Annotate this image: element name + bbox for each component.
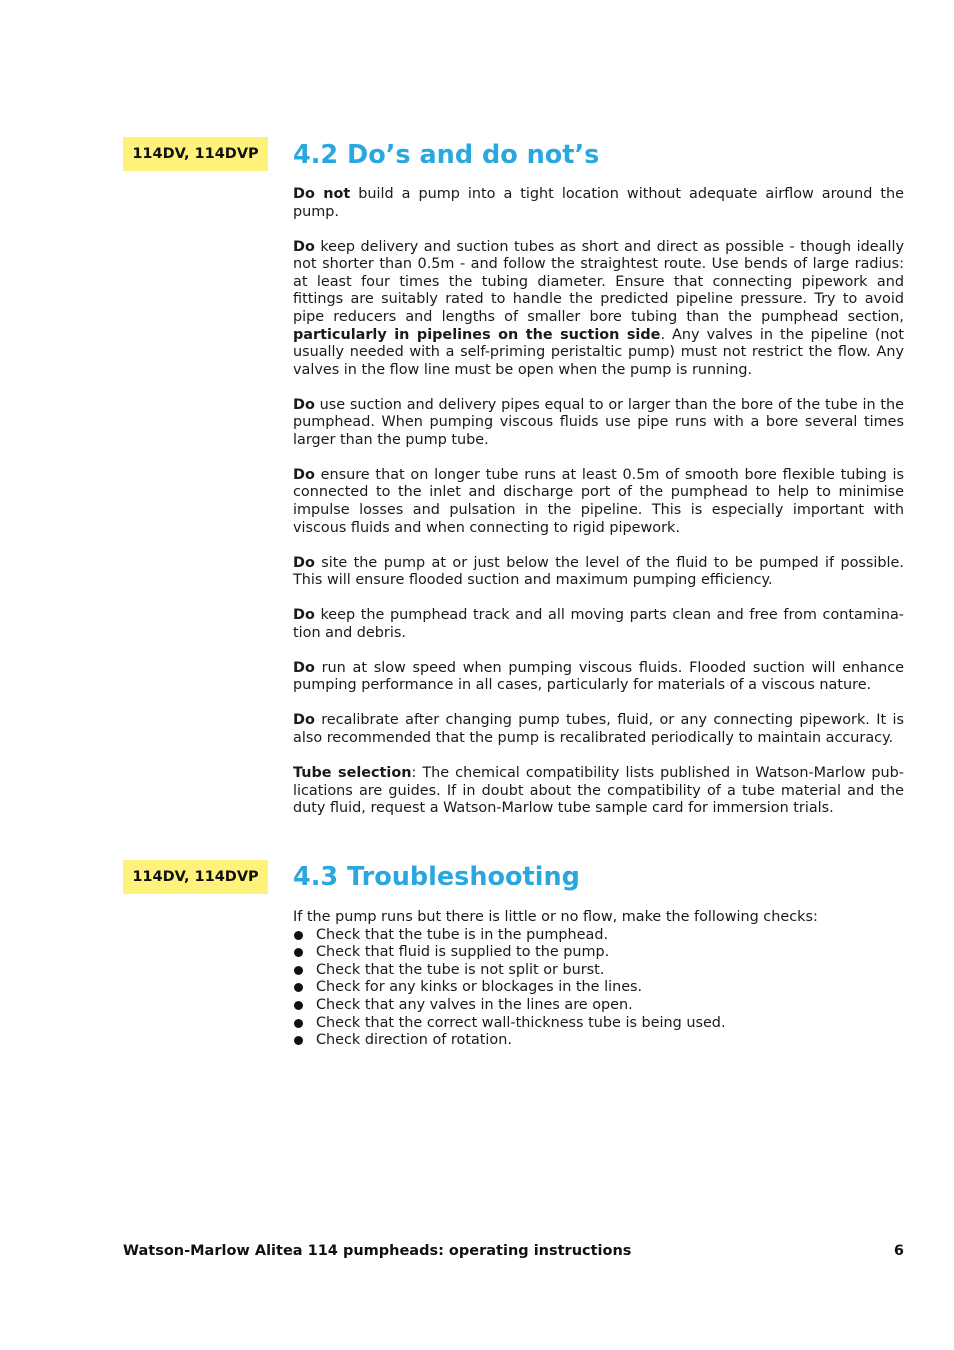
list-item: Check that any valves in the lines are open. [293,997,904,1015]
page-footer [123,1243,904,1259]
paragraph-lead: Do [293,466,315,483]
paragraph [293,765,904,818]
list-item: Check direction of rotation. [293,1032,904,1050]
list-item: Check that the correct wall-thickness tube is being used. [293,1015,904,1033]
footer-title: Watson-Marlow Alitea 114 pumpheads: operating instructions [123,1243,632,1259]
paragraph-text: run at slow speed when pumping viscous fluids. Flooded suction will enhance pumping performance in all cases, particularly for materials of a viscous nature. [293,659,904,694]
paragraph-lead: Do not [293,186,351,202]
paragraph [293,397,904,450]
paragraph-lead: Do [293,396,315,413]
paragraph-emphasis: particularly in pipelines on the suction side [293,326,661,343]
paragraph-lead: Do [293,607,315,624]
model-tag: 114DV, 114DVP [123,137,268,171]
paragraph [293,186,904,221]
dos-and-donts-body [293,186,904,818]
paragraph [293,239,904,380]
paragraph [293,712,904,747]
paragraph-lead: Tube selection [293,764,412,781]
paragraph [293,467,904,537]
paragraph-lead: Do [293,712,315,729]
paragraph [293,660,904,695]
paragraph-lead: Do [293,238,315,255]
section-heading-dos-and-donts: 4.2 Do’s and do not’s [293,140,600,170]
troubleshooting-body [293,909,904,1050]
paragraph-text: keep the pumphead track and all moving parts clean and free from contamination and debris. [293,607,904,641]
list-item: Check that the tube is not split or burst. [293,962,904,980]
list-item: Check that fluid is supplied to the pump. [293,944,904,962]
paragraph-text: . Any valves in the pipeline (not usually needed with a self-priming peristaltic pump) must not restrict the flow. Any valves in the flow line must be open when the pump is running. [293,326,905,378]
paragraph [293,607,904,642]
paragraph [293,555,904,590]
paragraph-text: ensure that on longer tube runs at least 0.5m of smooth bore flexible tubing is connected to the inlet and discharge port of the pumphead to help to minimise impulse losses and pulsation in the pipeline. This is especially important with viscous fluids and when connecting to rigid pipework. [293,466,904,536]
paragraph-text: keep delivery and suction tubes as short and direct as possible - though ideally not shorter than 0.5m - and follow the straightest route. Use bends of large radius: at least four times the tubing diameter. Ensure that connecting pipework and fittings are suitably rated to handle the predicted pipeline pressure. Try to avoid pipe reducers and lengths of smaller bore tubing than the pumphead section, [293,238,904,325]
list-item: Check that the tube is in the pumphead. [293,927,904,945]
paragraph-text: site the pump at or just below the level of the fluid to be pumped if possible. This will ensure flooded suction and maximum pumping efficiency. [293,554,904,589]
paragraph-text: : The chemical compatibility lists published in Watson-Marlow publications are guides. If in doubt about the compatibility of a tube material and the duty fluid, request a Watson-Marlow tube sample card for immersion trials. [293,764,904,817]
page-number: 6 [893,1243,904,1259]
paragraph-lead: Do [293,659,315,676]
section-heading-troubleshooting: 4.3 Troubleshooting [293,862,580,892]
list-item: Check for any kinks or blockages in the lines. [293,979,904,997]
paragraph-text: recalibrate after changing pump tubes, fluid, or any connecting pipework. It is also recommended that the pump is recalibrated periodically to maintain accuracy. [293,712,904,746]
paragraph-lead: Do [293,554,315,571]
checks-list [293,927,904,1050]
paragraph-text: build a pump into a tight location without adequate airflow around the pump. [293,186,904,220]
paragraph-text: use suction and delivery pipes equal to or larger than the bore of the tube in the pumphead. When pumping viscous fluids use pipe runs with a bore several times larger than the pump tube. [293,396,904,448]
troubleshooting-intro: If the pump runs but there is little or no flow, make the following checks: [293,909,818,925]
model-tag: 114DV, 114DVP [123,860,268,894]
